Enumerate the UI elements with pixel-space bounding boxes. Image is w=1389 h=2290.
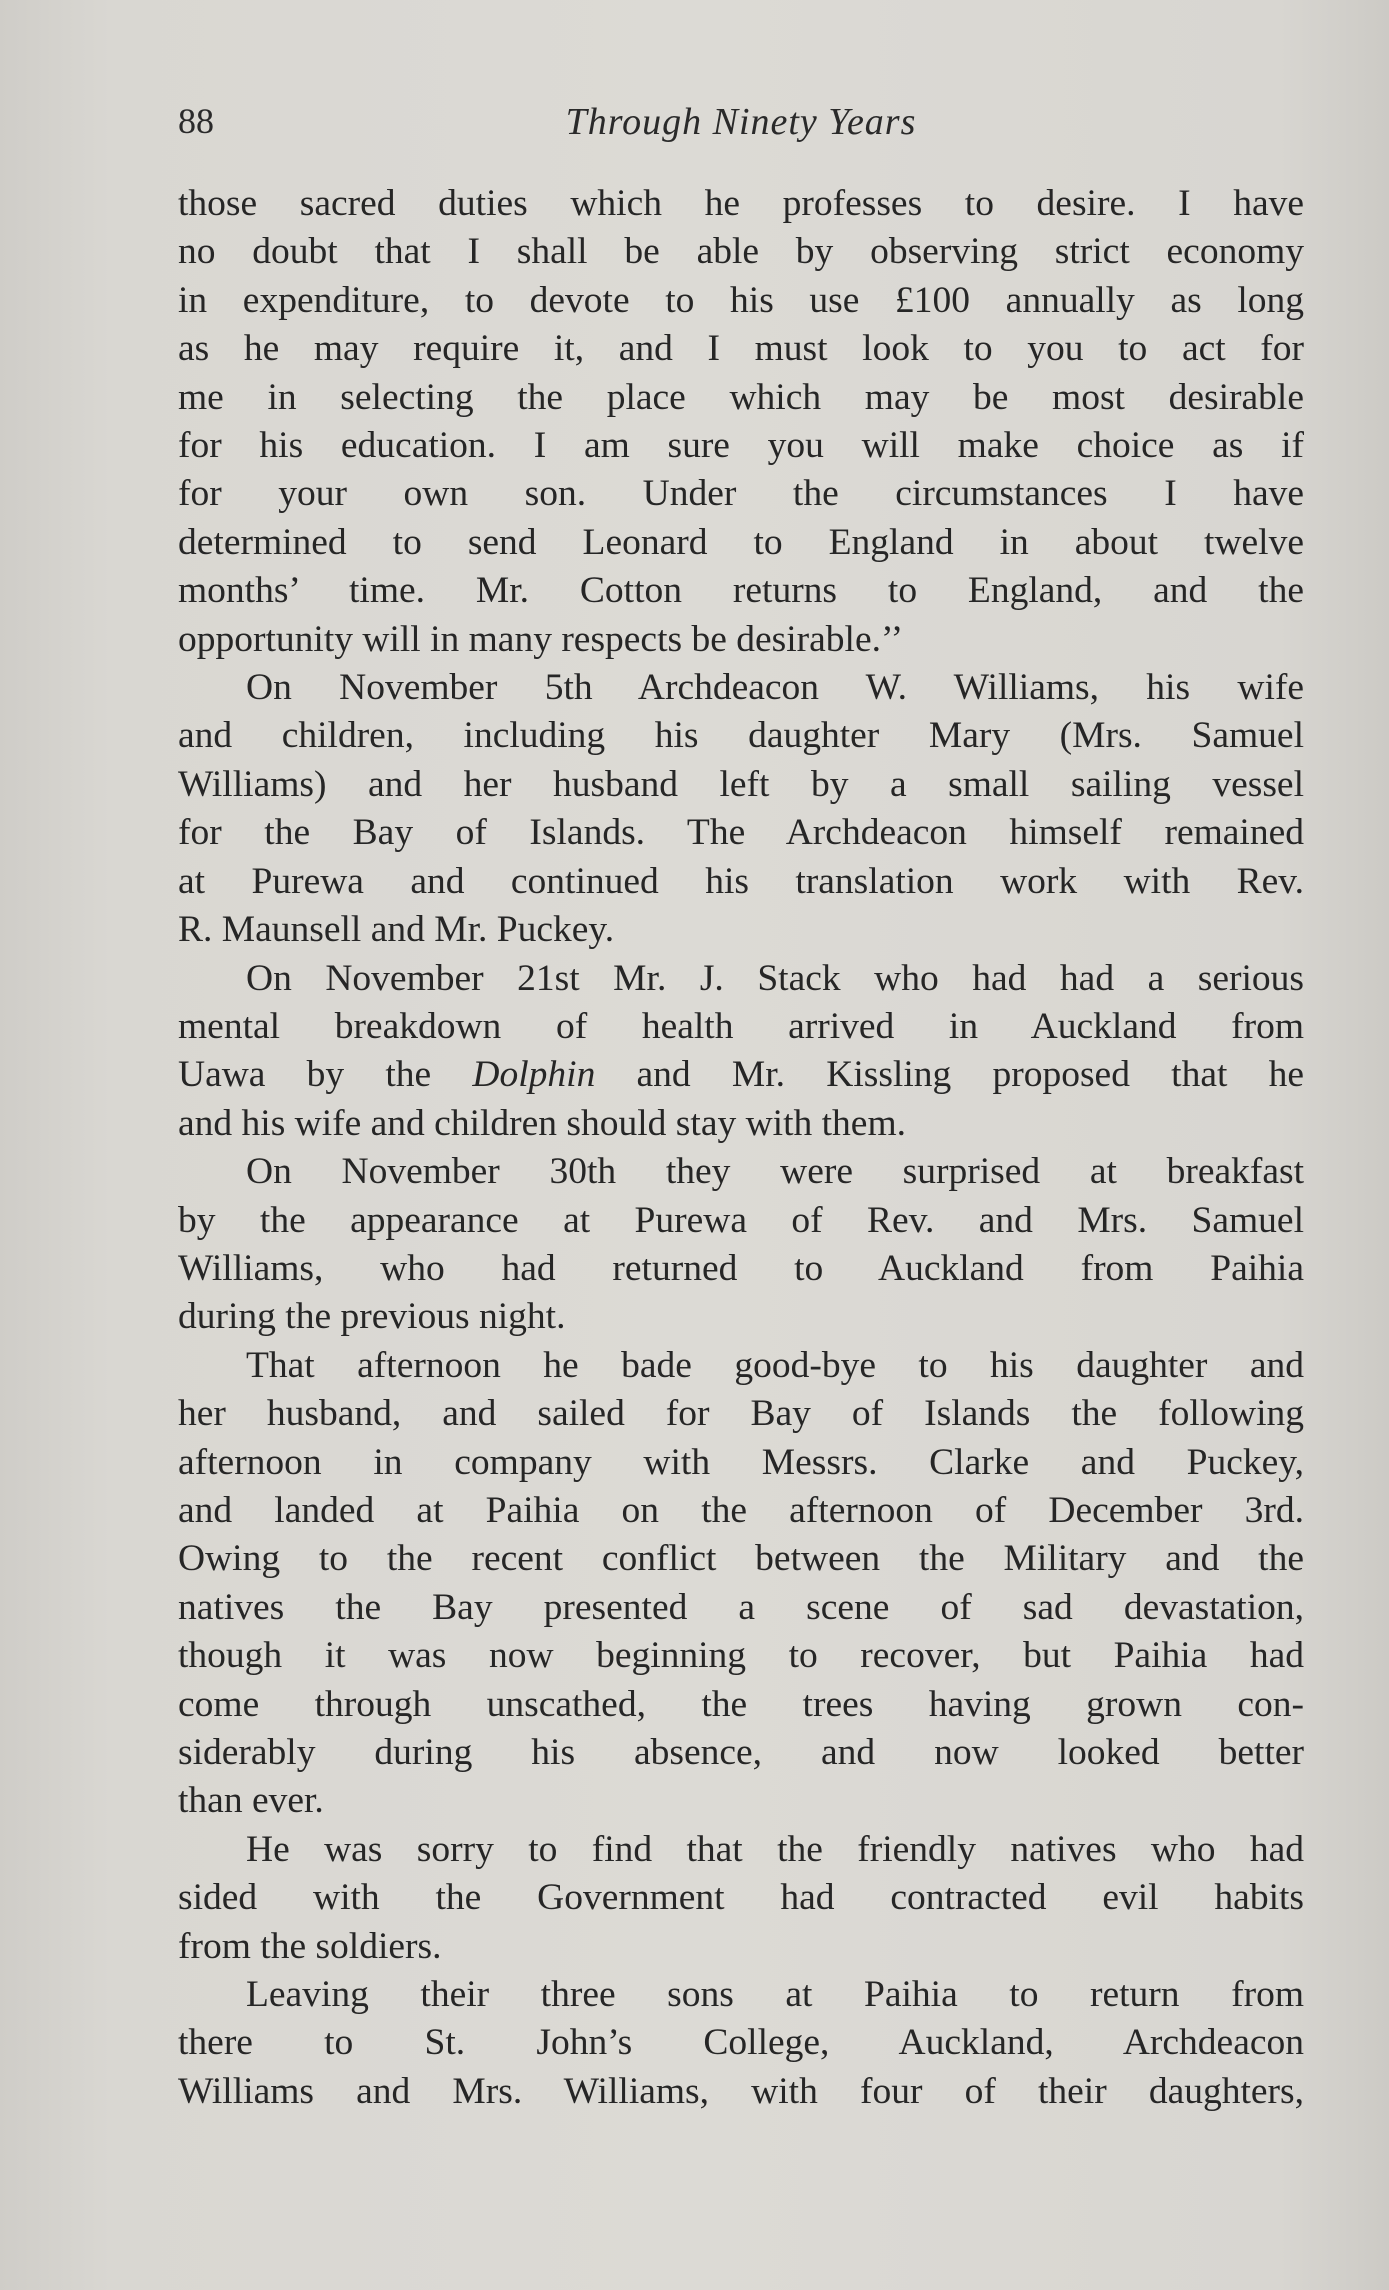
text-line: and his wife and children should stay with them. — [178, 1102, 906, 1144]
text-line: afternoon in company with Messrs. Clarke and Puckey, — [178, 1441, 1304, 1483]
body-text — [178, 180, 1304, 2116]
text-line: mental breakdown of health arrived in Auckland from — [178, 1005, 1304, 1047]
text-line: as he may require it, and I must look to you to act for — [178, 328, 1304, 370]
text-line: determined to send Leonard to England in about twelve — [178, 521, 1304, 563]
text-line: from the soldiers. — [178, 1925, 442, 1967]
text-line: siderably during his absence, and now looked better — [178, 1732, 1304, 1773]
paragraph — [178, 1971, 1304, 2116]
text-line: than ever. — [178, 1780, 324, 1822]
text-line: On November 30th they were surprised at breakfast — [246, 1151, 1304, 1193]
page-number: 88 — [178, 101, 214, 141]
running-title: Through Ninety Years — [565, 101, 917, 143]
text-line: and children, including his daughter Mary (Mrs. Samuel — [178, 715, 1304, 757]
text-line: R. Maunsell and Mr. Puckey. — [178, 909, 615, 951]
text-line: natives the Bay presented a scene of sad devastation, — [178, 1586, 1304, 1628]
text-line: Williams) and her husband left by a small sailing vessel — [178, 763, 1304, 805]
paragraph — [178, 1342, 1304, 1826]
text-line: those sacred duties which he professes to desire. I have — [178, 183, 1304, 224]
text-line: me in selecting the place which may be most desirable — [178, 376, 1304, 418]
text-line: no doubt that I shall be able by observing strict economy — [178, 231, 1304, 273]
text-line: at Purewa and continued his translation work with Rev. — [178, 860, 1304, 902]
text-line: opportunity will in many respects be desirable.’’ — [178, 618, 904, 660]
text-line: come through unscathed, the trees having grown con- — [178, 1683, 1304, 1725]
text-line: for the Bay of Islands. The Archdeacon himself remained — [178, 812, 1304, 854]
text-line: during the previous night. — [178, 1296, 566, 1338]
text-line: Uawa by the Dolphin and Mr. Kissling proposed that he — [178, 1054, 1304, 1096]
text-line: On November 21st Mr. J. Stack who had had a serious — [246, 957, 1304, 999]
text-line: Williams and Mrs. Williams, with four of their daughters, — [178, 2070, 1304, 2112]
text-line: in expenditure, to devote to his use £100 annually as long — [178, 279, 1304, 321]
paragraph — [178, 955, 1304, 1149]
ship-name: Dolphin — [472, 1054, 596, 1096]
text-line: for his education. I am sure you will make choice as if — [178, 425, 1304, 467]
text-line: for your own son. Under the circumstances I have — [178, 473, 1304, 515]
text-line: He was sorry to find that the friendly natives who had — [246, 1828, 1304, 1870]
text-line: though it was now beginning to recover, but Paihia had — [178, 1635, 1304, 1677]
text-line: Owing to the recent conflict between the Military and the — [178, 1538, 1304, 1580]
text-line: her husband, and sailed for Bay of Islands the following — [178, 1393, 1304, 1435]
text-line: there to St. John’s College, Auckland, Archdeacon — [178, 2022, 1304, 2064]
text-line: Leaving their three sons at Paihia to return from — [246, 1974, 1304, 2016]
paragraph — [178, 180, 1304, 664]
text-line: sided with the Government had contracted evil habits — [178, 1877, 1304, 1919]
paragraph — [178, 664, 1304, 954]
text-line: Williams, who had returned to Auckland from Paihia — [178, 1247, 1304, 1289]
text-line: months’ time. Mr. Cotton returns to England, and the — [178, 570, 1304, 612]
paragraph — [178, 1826, 1304, 1971]
text-line: On November 5th Archdeacon W. Williams, his wife — [246, 667, 1304, 709]
text-line: That afternoon he bade good-bye to his daughter and — [246, 1344, 1304, 1386]
text-line: by the appearance at Purewa of Rev. and Mrs. Samuel — [178, 1199, 1304, 1241]
text-line: and landed at Paihia on the afternoon of December 3rd. — [178, 1489, 1304, 1531]
paragraph — [178, 1148, 1304, 1342]
running-head — [178, 100, 1304, 160]
